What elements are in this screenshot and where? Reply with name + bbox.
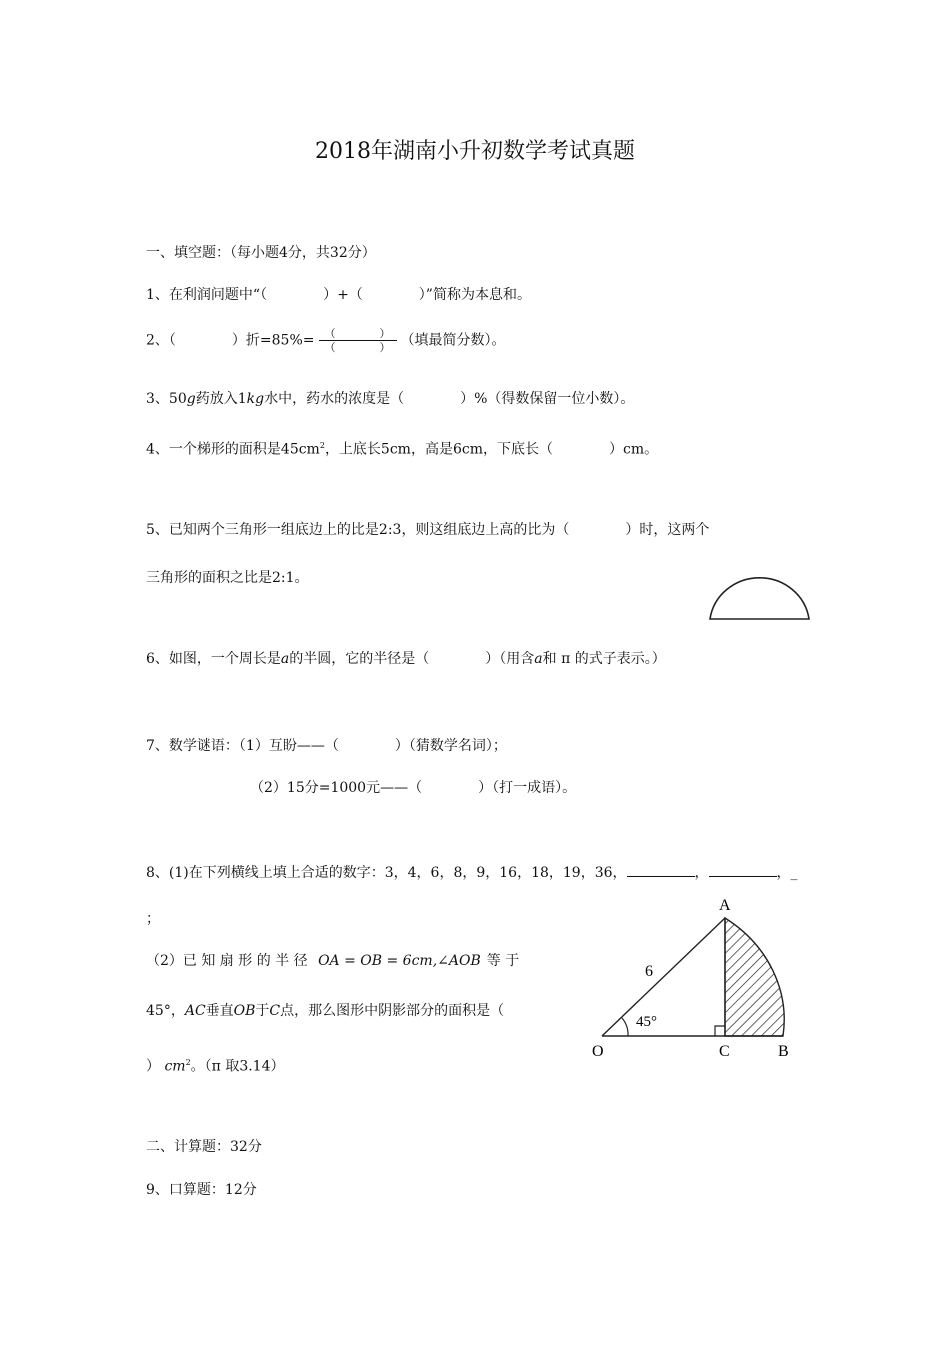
- question-2-suffix: （填最简分数）。: [400, 332, 506, 349]
- question-3-part-1: 3、50: [146, 391, 187, 407]
- question-2: [146, 327, 506, 354]
- label-c: C: [719, 1043, 730, 1060]
- right-angle-mark: [715, 1026, 725, 1036]
- answer-blank-1: [627, 864, 695, 877]
- question-3-part-3: 水中，药水的浓度是（ ）%（得数保留一位小数）。: [264, 391, 635, 407]
- text-perpendicular: 垂直: [205, 1003, 234, 1019]
- superscript-2-b: 2: [185, 1058, 191, 1067]
- unit-cm: cm: [164, 1058, 186, 1075]
- question-2-prefix: 2、（ ）折=85%=: [146, 332, 315, 349]
- semicircle-figure: [706, 568, 814, 624]
- question-4-part-1: 4、一个梯形的面积是45cm: [146, 441, 320, 458]
- question-5-line-1: 5、已知两个三角形一组底边上的比是2:3，则这组底边上高的比为（ ）时，这两个: [146, 522, 710, 538]
- question-3: [146, 390, 634, 408]
- question-8-line-2: [146, 952, 519, 970]
- question-6-part-3: 和 π 的式子表示。）: [542, 651, 666, 667]
- label-o: O: [592, 1043, 604, 1060]
- unit-g: g: [186, 391, 196, 407]
- question-5-line-2: 三角形的面积之比是2:1。: [146, 570, 309, 586]
- question-1: 1、在利润问题中“（ ）+（ ）”简称为本息和。: [146, 287, 531, 303]
- section-2-heading: 二、计算题：32分: [146, 1139, 262, 1155]
- unit-kg: kg: [246, 391, 265, 407]
- question-8-sequence: 8、(1)在下列横线上填上合适的数字：3，4，6，8，9，16，18，19，36，: [146, 865, 627, 881]
- text-at: 于: [255, 1003, 270, 1019]
- sector-figure: [588, 892, 798, 1064]
- question-8-equation: OA = OB = 6cm,∠AOB: [318, 953, 481, 969]
- question-6-part-1: 6、如图，一个周长是: [146, 651, 281, 667]
- page-title: 2018年湖南小升初数学考试真题: [315, 139, 635, 164]
- question-8-part-2-intro: （2）已 知 扇 形 的 半 径: [146, 953, 308, 969]
- radius-oa: [602, 918, 725, 1036]
- question-7-line-1: 7、数学谜语：（1）互盼——（ ）（猜数学名词）；: [146, 738, 507, 754]
- question-6: [146, 650, 666, 668]
- question-8-pi-note: 。（π 取3.14）: [190, 1058, 285, 1075]
- variable-a-2: a: [534, 651, 543, 667]
- shaded-region: [725, 918, 784, 1036]
- question-2-fraction: [319, 327, 397, 354]
- question-4-part-2: ，上底长5cm，高是6cm，下底长（ ）cm。: [324, 441, 659, 458]
- question-8-line-3: [146, 1002, 504, 1020]
- label-angle: 45°: [636, 1014, 657, 1030]
- answer-blank-2: [709, 864, 777, 877]
- angle-arc: [622, 1018, 628, 1036]
- question-8-line-1b: ；: [146, 911, 160, 927]
- fraction-numerator: （ ）: [319, 327, 397, 341]
- question-8-comma-1: ，: [694, 865, 709, 881]
- fraction-denominator: （ ）: [324, 341, 391, 354]
- segment-ac: AC: [184, 1003, 206, 1019]
- question-8-line-4: [146, 1054, 285, 1076]
- question-6-part-2: 的半圆，它的半径是（ ）（用含: [289, 651, 535, 667]
- segment-ob: OB: [233, 1003, 256, 1019]
- semicircle-arc: [710, 578, 809, 619]
- label-radius: 6: [645, 963, 653, 980]
- close-paren: ）: [146, 1058, 160, 1075]
- superscript-2: 2: [319, 441, 325, 450]
- label-b: B: [778, 1043, 789, 1060]
- question-8-part-3-rest: 点，那么图形中阴影部分的面积是（: [280, 1003, 505, 1019]
- question-9: 9、口算题：12分: [146, 1182, 257, 1198]
- question-8-comma-2: ，_: [776, 865, 798, 881]
- section-1-heading: 一、填空题：（每小题4分，共32分）: [146, 245, 376, 261]
- question-3-part-2: 药放入1: [195, 391, 247, 407]
- question-8-line-1: [146, 864, 798, 882]
- question-8-equals: 等 于: [486, 953, 520, 969]
- question-4: [146, 437, 658, 459]
- angle-value: 45°，: [146, 1003, 185, 1019]
- question-7-line-2: （2）15分=1000元——（ ）（打一成语）。: [250, 780, 577, 796]
- label-a: A: [719, 897, 731, 914]
- variable-a: a: [280, 651, 290, 667]
- point-c: C: [269, 1003, 281, 1019]
